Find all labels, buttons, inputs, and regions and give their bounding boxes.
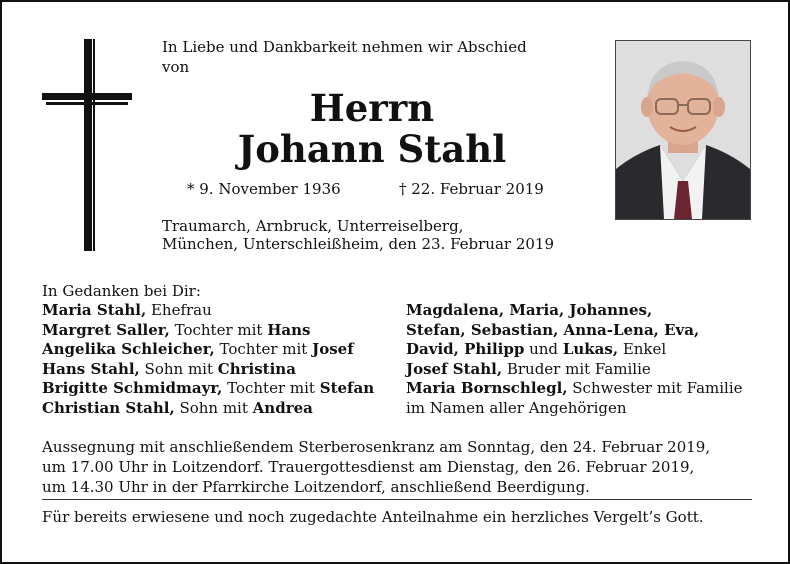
mourner-relation: Sohn mit: [174, 398, 253, 417]
mourners-right-column: [406, 301, 743, 418]
places-line-1: Traumarch, Arnbruck, Unterreiselberg,: [162, 217, 464, 235]
mourner-line: [42, 360, 374, 380]
divider: [42, 499, 752, 500]
mourner-relation: Tochter mit: [214, 340, 313, 358]
mourner-relation: Tochter mit: [222, 379, 320, 397]
mourner-line: [42, 340, 374, 360]
mourner-relation: Sohn mit: [139, 359, 218, 378]
mourner-line: [42, 321, 374, 341]
mourner-line: [406, 399, 743, 419]
thanks-line: Für bereits erwiesene und noch zugedachte Anteilnahme ein herzliches Vergelt’s Gott.: [42, 508, 704, 526]
birth-date: * 9. November 1936: [187, 180, 341, 198]
service-line-2: um 17.00 Uhr in Loitzendorf. Trauergottesdienst am Dienstag, den 26. Februar 2019,: [42, 458, 695, 476]
mourner-name: Margret Saller,: [42, 320, 170, 339]
mourner-line: [406, 360, 743, 380]
mourner-name: Maria Stahl,: [42, 301, 147, 319]
mourner-line: [406, 340, 743, 360]
mourner-line: [406, 321, 743, 341]
places-and-date: [162, 217, 602, 253]
mourner-relation: im Namen aller Angehörigen: [406, 398, 627, 417]
intro-text: [162, 37, 602, 77]
mourners-left-column: [42, 301, 374, 418]
mourner-relation: Enkel: [618, 340, 667, 358]
mourner-line: [406, 301, 743, 321]
mourner-relation: Ehefrau: [146, 301, 212, 319]
mourner-name: Maria Bornschlegl,: [406, 379, 568, 397]
intro-line-1: In Liebe und Dankbarkeit nehmen wir Abschied: [162, 38, 527, 56]
mourner-name: Angelika Schleicher,: [42, 340, 215, 358]
mourner-relation: Bruder mit Familie: [502, 359, 651, 378]
mourner-name: Christina: [217, 359, 296, 378]
service-line-3: um 14.30 Uhr in der Pfarrkirche Loitzendorf, anschließend Beerdigung.: [42, 478, 590, 496]
salutation: Herrn: [309, 86, 435, 130]
mourner-name: Hans: [267, 320, 311, 339]
mourner-relation: und: [524, 340, 563, 358]
mourners-title: In Gedanken bei Dir:: [42, 282, 201, 300]
places-line-2: München, Unterschleißheim, den 23. Februar 2019: [162, 235, 555, 253]
mourner-name: Josef Stahl,: [406, 359, 503, 378]
service-information: [42, 437, 762, 497]
mourner-name: Brigitte Schmidmayr,: [42, 379, 223, 397]
intro-line-2: von: [162, 58, 190, 76]
mourner-relation: Schwester mit Familie: [567, 379, 743, 397]
service-line-1: Aussegnung mit anschließendem Sterberosenkranz am Sonntag, den 24. Februar 2019,: [42, 438, 711, 456]
mourner-name: Lukas,: [562, 340, 619, 358]
mourner-line: [406, 379, 743, 399]
mourner-name: Hans Stahl,: [42, 359, 140, 378]
mourner-line: [42, 379, 374, 399]
cross-icon: [42, 39, 132, 251]
mourner-name: Stefan: [319, 379, 375, 397]
mourner-name: David, Philipp: [406, 340, 525, 358]
mourner-line: [42, 301, 374, 321]
mourner-relation: Tochter mit: [169, 320, 268, 339]
mourner-name: Josef: [312, 340, 354, 358]
mourner-name: Christian Stahl,: [42, 398, 175, 417]
death-date: † 22. Februar 2019: [399, 180, 544, 198]
deceased-name: Johann Stahl: [237, 127, 507, 171]
mourner-name: Stefan, Sebastian, Anna-Lena, Eva,: [406, 320, 700, 339]
mourner-name: Magdalena, Maria, Johannes,: [406, 301, 653, 319]
portrait-photo: [615, 40, 751, 220]
mourner-line: [42, 399, 374, 419]
mourner-name: Andrea: [252, 398, 313, 417]
